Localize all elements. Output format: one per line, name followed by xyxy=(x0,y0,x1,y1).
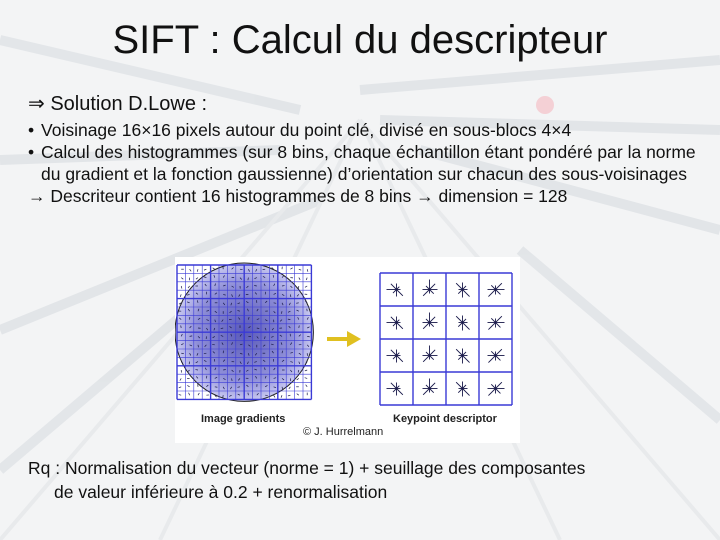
slide-body xyxy=(28,93,708,207)
image-gradients-caption: Image gradients xyxy=(201,413,286,425)
image-credit: © J. Hurrelmann xyxy=(303,426,384,438)
bullet-item xyxy=(28,141,708,185)
bullet-text: Calcul des histogrammes (sur 8 bins, chaque échantillon étant pondéré par la norme du gradient et la fonction gaussienne) d’orientation sur chacun des sous-voisinages xyxy=(41,142,696,184)
slide-title: SIFT : Calcul du descripteur xyxy=(112,18,608,62)
bullet-dot-icon: • xyxy=(28,120,35,140)
bullet-item xyxy=(28,119,708,141)
solution-heading: ⇒ Solution D.Lowe : xyxy=(28,93,208,115)
sift-figure xyxy=(175,257,520,443)
result-line: → Descriteur contient 16 histogrammes de 8 bins → dimension = 128 xyxy=(28,186,568,206)
arrow-icon xyxy=(327,331,361,347)
bullet-dot-icon: • xyxy=(28,142,35,162)
bullet-text: Voisinage 16×16 pixels autour du point clé, divisé en sous-blocs 4×4 xyxy=(41,120,572,140)
keypoint-descriptor-caption: Keypoint descriptor xyxy=(393,413,497,425)
keypoint-descriptor-grid xyxy=(380,273,512,405)
image-gradients-grid xyxy=(175,263,313,401)
note-line-1: Rq : Normalisation du vecteur (norme = 1) + seuillage des composantes xyxy=(28,458,586,478)
note-line-2: de valeur inférieure à 0.2 + renormalisation xyxy=(54,482,388,502)
normalization-note xyxy=(28,456,708,504)
